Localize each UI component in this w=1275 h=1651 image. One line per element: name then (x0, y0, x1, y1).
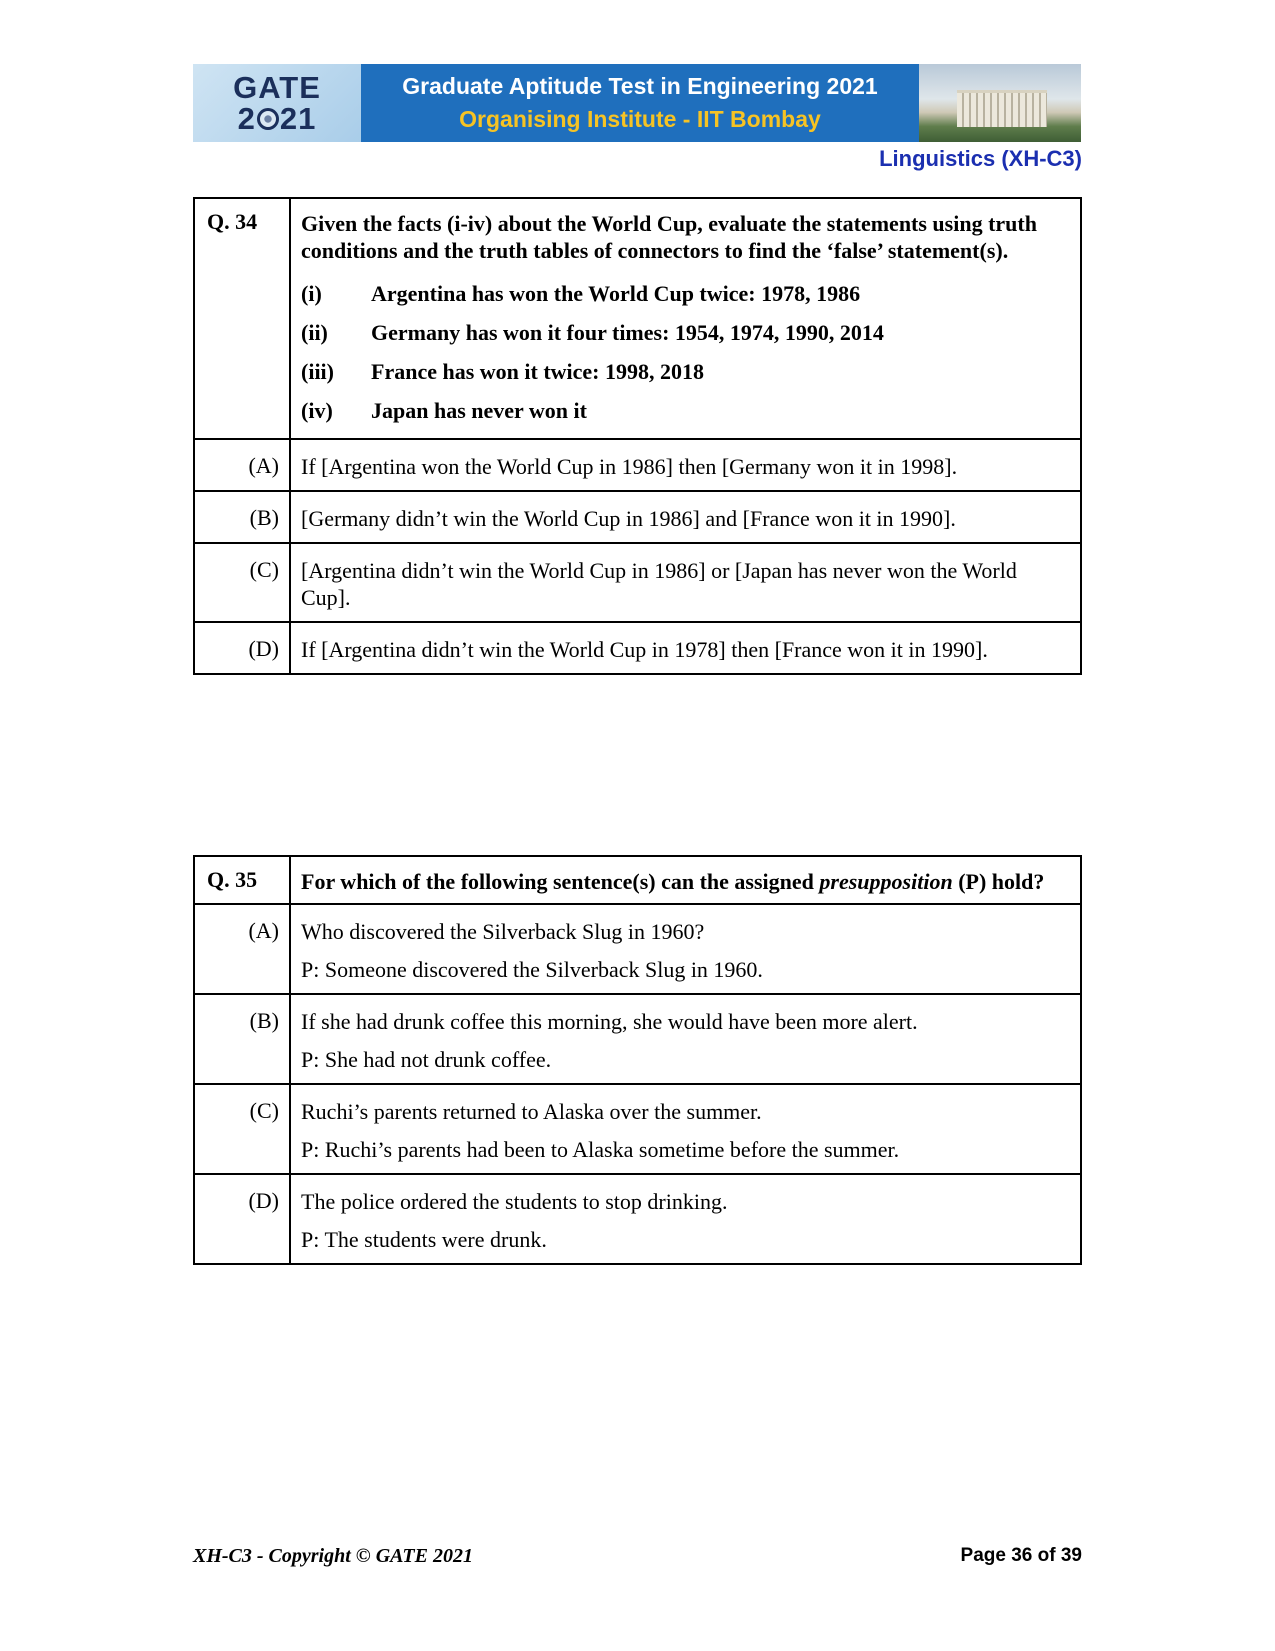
stem-italic-term: presupposition (819, 869, 953, 894)
option-text: [Germany didn’t win the World Cup in 1986] and [France won it in 1990]. (290, 491, 1081, 543)
option-text: [Argentina didn’t win the World Cup in 1986] or [Japan has never won the World Cup]. (290, 543, 1081, 622)
subject-label: Linguistics (XH-C3) (879, 146, 1082, 171)
option-label: (D) (194, 622, 290, 674)
question-number: Q. 34 (194, 198, 290, 439)
option-label: (C) (194, 1084, 290, 1174)
building-icon (957, 90, 1047, 127)
option-row (194, 491, 1081, 543)
footer-copyright: XH-C3 - Copyright © GATE 2021 (193, 1545, 473, 1567)
fact-item (301, 352, 1070, 391)
question-stem (290, 856, 1081, 904)
option-presupposition: P: The students were drunk. (301, 1227, 547, 1252)
question-stem (290, 198, 1081, 439)
option-presupposition: P: She had not drunk coffee. (301, 1047, 552, 1072)
option-label: (C) (194, 543, 290, 622)
option-label: (A) (194, 904, 290, 994)
question-35-table (193, 855, 1082, 1265)
option-body (290, 1174, 1081, 1264)
header-title: Graduate Aptitude Test in Engineering 2021 (402, 73, 878, 99)
header-title-block (361, 64, 919, 142)
logo-line2a: 2 (237, 101, 256, 136)
question-34-table (193, 197, 1082, 675)
page-total: 39 (1060, 1545, 1082, 1566)
fact-item (301, 313, 1070, 352)
logo-line2b: 21 (279, 101, 317, 136)
fact-roman: (ii) (301, 320, 328, 345)
option-row (194, 904, 1081, 994)
fact-roman: (iv) (301, 398, 333, 423)
option-presupposition: P: Ruchi’s parents had been to Alaska sometime before the summer. (301, 1137, 900, 1162)
page-number (961, 1545, 1082, 1567)
option-body (290, 904, 1081, 994)
option-label: (A) (194, 439, 290, 491)
option-text: If [Argentina won the World Cup in 1986] then [Germany won it in 1998]. (290, 439, 1081, 491)
question-number: Q. 35 (194, 856, 290, 904)
option-sentence: If she had drunk coffee this morning, she would have been more alert. (301, 1009, 918, 1034)
option-sentence: Ruchi’s parents returned to Alaska over the summer. (301, 1099, 762, 1124)
option-presupposition: P: Someone discovered the Silverback Slug in 1960. (301, 957, 763, 982)
fact-item (301, 274, 1070, 313)
option-label: (B) (194, 491, 290, 543)
fact-roman: (iii) (301, 359, 334, 384)
fact-item (301, 391, 1070, 430)
question-stem-text: Given the facts (i-iv) about the World Cup, evaluate the statements using truth conditions and the truth tables of connectors to find the ‘false’ statement(s). (301, 211, 1037, 263)
option-label: (D) (194, 1174, 290, 1264)
emblem-icon (257, 108, 279, 130)
fact-text: France has won it twice: 1998, 2018 (371, 359, 705, 384)
option-sentence: Who discovered the Silverback Slug in 1960? (301, 919, 705, 944)
stem-part: (P) hold? (952, 869, 1045, 894)
page-of: of (1032, 1545, 1061, 1566)
gate-logo (193, 64, 361, 142)
option-row (194, 994, 1081, 1084)
fact-text: Japan has never won it (371, 398, 587, 423)
facts-list (301, 274, 1070, 430)
question-34-stem-row (194, 198, 1081, 439)
fact-roman: (i) (301, 281, 322, 306)
option-row (194, 543, 1081, 622)
campus-photo (919, 64, 1081, 142)
option-text: If [Argentina didn’t win the World Cup in 1978] then [France won it in 1990]. (290, 622, 1081, 674)
option-label: (B) (194, 994, 290, 1084)
option-sentence: The police ordered the students to stop drinking. (301, 1189, 728, 1214)
logo-line2 (238, 103, 317, 134)
fact-text: Argentina has won the World Cup twice: 1978, 1986 (371, 281, 861, 306)
option-row (194, 1084, 1081, 1174)
question-35-stem-row (194, 856, 1081, 904)
option-row (194, 439, 1081, 491)
logo-line1: GATE (233, 70, 321, 105)
page-current: 36 (1011, 1545, 1033, 1566)
header-banner (193, 64, 1081, 142)
page-prefix: Page (960, 1545, 1012, 1566)
fact-text: Germany has won it four times: 1954, 1974, 1990, 2014 (371, 320, 884, 345)
stem-part: For which of the following sentence(s) can the assigned (301, 869, 820, 894)
option-body (290, 1084, 1081, 1174)
option-row (194, 1174, 1081, 1264)
option-body (290, 994, 1081, 1084)
option-row (194, 622, 1081, 674)
header-subtitle: Organising Institute - IIT Bombay (459, 106, 821, 132)
